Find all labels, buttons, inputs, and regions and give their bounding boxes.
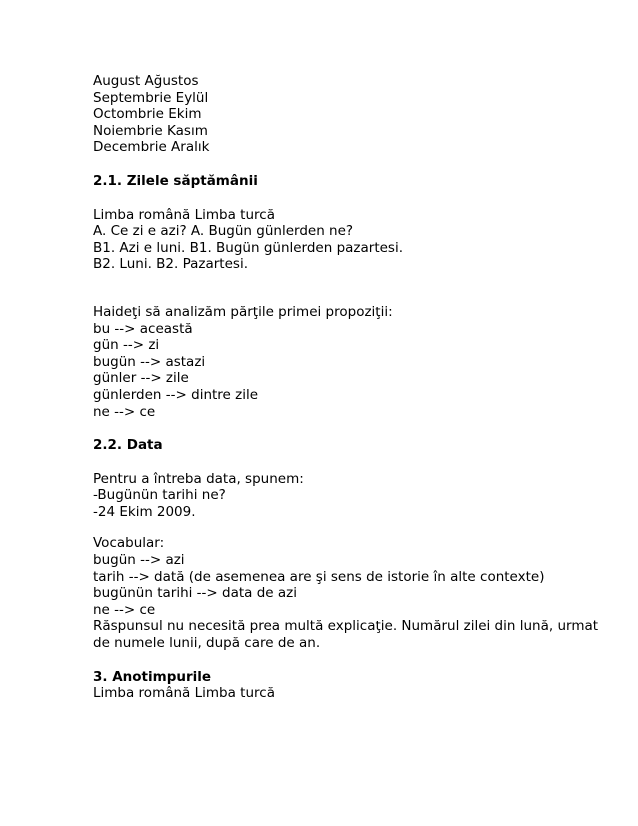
text-line: Limba română Limba turcă bbox=[93, 685, 275, 702]
month-line: Decembrie Aralık bbox=[93, 139, 210, 156]
spacer bbox=[93, 190, 613, 207]
text-line: B1. Azi e luni. B1. Bugün günlerden pazartesi. bbox=[93, 239, 404, 256]
days-dialogue bbox=[93, 207, 613, 273]
text-line: A. Ce zi e azi? A. Bugün günlerden ne? bbox=[93, 223, 354, 240]
spacer bbox=[93, 454, 613, 471]
month-line: August Ağustos bbox=[93, 73, 199, 89]
text-line: Pentru a întreba data, spunem: bbox=[93, 470, 304, 487]
month-line: Noiembrie Kasım bbox=[93, 122, 208, 139]
text-paragraph: Răspunsul nu necesită prea multă explicaţie. Numărul zilei din lună, urmat de numele lunii, după care de an. bbox=[93, 618, 599, 652]
text-line: ne --> ce bbox=[93, 403, 156, 420]
text-line: Vocabular: bbox=[93, 535, 165, 552]
text-line: bugün --> astazi bbox=[93, 353, 206, 370]
date-dialogue bbox=[93, 471, 613, 521]
spacer bbox=[93, 420, 613, 437]
text-paragraph: tarih --> dată (de asemenea are şi sens de istorie în alte contexte) bbox=[93, 568, 545, 585]
date-vocabulary bbox=[93, 535, 613, 651]
text-line: bugün --> azi bbox=[93, 552, 185, 569]
spacer bbox=[93, 273, 613, 304]
text-line: ne --> ce bbox=[93, 601, 156, 618]
document-page bbox=[93, 73, 613, 702]
spacer bbox=[93, 156, 613, 173]
spacer bbox=[93, 652, 613, 669]
text-line: -Bugünün tarihi ne? bbox=[93, 487, 226, 504]
text-line: Haideţi să analizăm părţile primei propoziţii: bbox=[93, 303, 393, 320]
text-line: günler --> zile bbox=[93, 370, 189, 387]
month-line: Septembrie Eylül bbox=[93, 89, 209, 106]
section-heading-seasons: 3. Anotimpurile bbox=[93, 668, 212, 685]
section-heading-date: 2.2. Data bbox=[93, 437, 163, 454]
text-line: günlerden --> dintre zile bbox=[93, 386, 259, 403]
days-analysis bbox=[93, 304, 613, 420]
section-heading-days: 2.1. Zilele săptămânii bbox=[93, 172, 258, 189]
text-line: B2. Luni. B2. Pazartesi. bbox=[93, 256, 248, 273]
text-line: bu --> această bbox=[93, 320, 193, 337]
text-line: bugünün tarihi --> data de azi bbox=[93, 585, 297, 602]
text-line: -24 Ekim 2009. bbox=[93, 503, 196, 520]
months-list bbox=[93, 73, 613, 156]
text-line: Limba română Limba turcă bbox=[93, 206, 275, 223]
month-line: Octombrie Ekim bbox=[93, 106, 202, 123]
spacer bbox=[93, 520, 613, 535]
text-line: gün --> zi bbox=[93, 337, 160, 354]
